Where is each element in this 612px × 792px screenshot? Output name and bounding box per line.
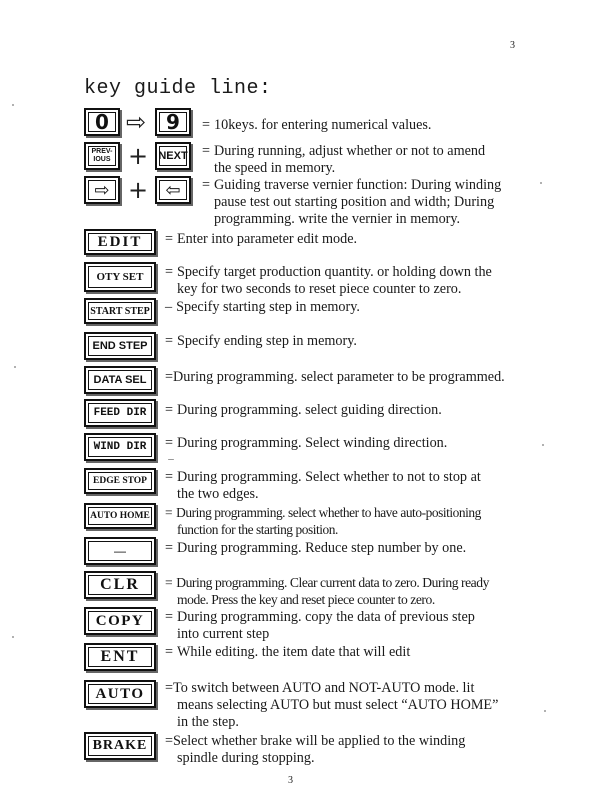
- qty-set-key-description: = Specify target production quantity. or holding down the key for two seconds to reset piece counter to zero.: [165, 264, 492, 297]
- key-zero[interactable]: 0: [84, 108, 120, 136]
- page-number-top: 3: [510, 40, 515, 51]
- key-right-arrow[interactable]: [84, 176, 120, 204]
- scan-speck: [12, 104, 14, 106]
- key-ent[interactable]: ENT: [84, 643, 156, 671]
- ent-key-description: = While editing. the item date that will edit: [165, 644, 411, 660]
- right-arrow-icon: ⇨: [88, 180, 116, 200]
- scan-speck: [14, 366, 16, 368]
- key-qty-set[interactable]: OTY SET: [84, 262, 156, 292]
- key-end-step[interactable]: END STEP: [84, 332, 156, 360]
- scan-speck: [544, 710, 546, 712]
- auto-home-key-description: = During programming. select whether to have auto-positioning function for the starting position.: [165, 505, 481, 537]
- scan-speck: [168, 459, 174, 460]
- copy-key-description: = During programming. copy the data of previous step into current step: [165, 609, 475, 642]
- right-arrow-icon: ⇨: [126, 108, 147, 136]
- key-left-arrow[interactable]: [155, 176, 191, 204]
- brake-key-description: =Select whether brake will be applied to the winding spindle during stopping.: [165, 733, 466, 766]
- key-copy[interactable]: COPY: [84, 607, 156, 635]
- plus-icon: +: [128, 176, 149, 204]
- key-auto[interactable]: AUTO: [84, 680, 156, 708]
- key-auto-home[interactable]: AUTO HOME: [84, 503, 156, 529]
- page-title: key guide line:: [84, 77, 272, 100]
- minus-icon: —: [88, 541, 152, 561]
- clr-key-description: = During programming. Clear current data to zero. During ready mode. Press the key and reset piece counter to zero.: [165, 575, 489, 607]
- key-start-step[interactable]: START STEP: [84, 298, 156, 324]
- key-wind-dir[interactable]: WIND DIR: [84, 433, 156, 461]
- plus-icon: +: [128, 142, 149, 170]
- data-sel-key-description: =During programming. select parameter to be programmed.: [165, 369, 505, 385]
- feed-dir-key-description: = During programming. select guiding direction.: [165, 402, 442, 418]
- prev-next-description: = During running, adjust whether or not to amend the speed in memory.: [202, 143, 486, 176]
- numeric-keys-description: = 10keys. for entering numerical values.: [202, 117, 432, 133]
- key-next[interactable]: NEXT: [155, 142, 191, 170]
- left-arrow-icon: ⇦: [159, 180, 187, 200]
- key-brake[interactable]: BRAKE: [84, 732, 156, 760]
- edit-key-description: = Enter into parameter edit mode.: [165, 231, 358, 247]
- page-number-bottom: 3: [288, 775, 293, 786]
- start-step-key-description: – Specify starting step in memory.: [165, 299, 360, 315]
- scan-speck: [12, 636, 14, 638]
- key-nine[interactable]: 9: [155, 108, 191, 136]
- key-previous[interactable]: PREV- IOUS: [84, 142, 120, 170]
- wind-dir-key-description: = During programming. Select winding direction.: [165, 435, 448, 451]
- scan-speck: [542, 444, 544, 446]
- key-edge-stop[interactable]: EDGE STOP: [84, 468, 156, 494]
- end-step-key-description: = Specify ending step in memory.: [165, 333, 357, 349]
- key-edit[interactable]: EDIT: [84, 229, 156, 255]
- arrow-keys-description: = Guiding traverse vernier function: During winding pause test out starting position and width; During programming. write the vernier in memory.: [202, 177, 502, 227]
- auto-key-description: =To switch between AUTO and NOT-AUTO mode. lit means selecting AUTO but must select “AUTO HOME” in the step.: [165, 680, 499, 730]
- minus-key-description: = During programming. Reduce step number by one.: [165, 540, 467, 556]
- edge-stop-key-description: = During programming. Select whether to not to stop at the two edges.: [165, 469, 481, 502]
- scan-speck: [540, 182, 542, 184]
- key-minus[interactable]: [84, 537, 156, 565]
- key-feed-dir[interactable]: FEED DIR: [84, 399, 156, 427]
- key-clr[interactable]: CLR: [84, 571, 156, 599]
- key-data-sel[interactable]: DATA SEL: [84, 366, 156, 394]
